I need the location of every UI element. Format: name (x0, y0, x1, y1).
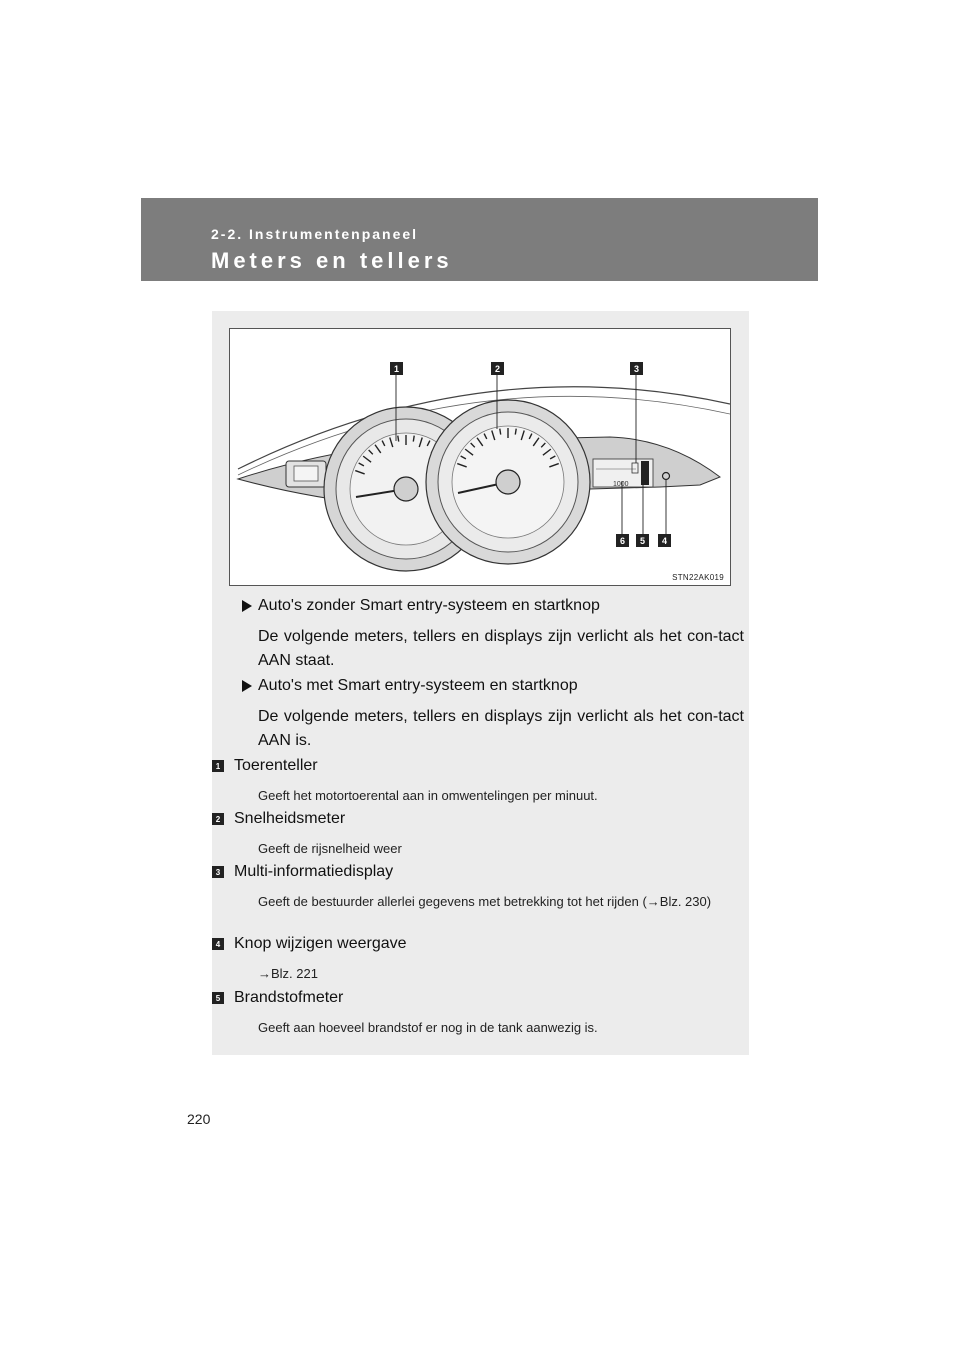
item-number-badge: 4 (212, 938, 224, 950)
item-number-badge: 1 (212, 760, 224, 772)
variant-heading: Auto's zonder Smart entry-systeem en startknop (258, 597, 600, 614)
page-number: 220 (187, 1111, 211, 1127)
figure-code: STN22AK019 (672, 573, 724, 582)
item-title: Brandstofmeter (234, 989, 344, 1006)
item-description: Geeft de rijsnelheid weer (258, 841, 402, 856)
gauge-tick (515, 429, 516, 435)
callout-4: 4 (658, 534, 671, 547)
content-box (212, 311, 749, 1055)
item-title: Toerenteller (234, 757, 318, 774)
item-number-badge: 3 (212, 866, 224, 878)
item-title: Multi-informatiedisplay (234, 863, 394, 880)
triangle-arrow-icon (242, 680, 252, 692)
item-title: Knop wijzigen weergave (234, 935, 407, 952)
gauge-tick (413, 436, 414, 442)
callout-3: 3 (630, 362, 643, 375)
item-description: →Blz. 221 (258, 966, 318, 981)
callout-6: 6 (616, 534, 629, 547)
triangle-arrow-icon (242, 600, 252, 612)
callout-5: 5 (636, 534, 649, 547)
callout-1: 1 (390, 362, 403, 375)
instrument-panel-figure (229, 328, 731, 586)
item-description: Geeft de bestuurder allerlei gegevens met betrekking tot het rijden (→Blz. 230) (258, 894, 712, 909)
section-label: 2-2. Instrumentenpaneel (211, 226, 419, 242)
item-number-badge: 5 (212, 992, 224, 1004)
variant-body: De volgende meters, tellers en displays zijn verlicht als het con-tact AAN staat. (258, 628, 744, 669)
variant-body: De volgende meters, tellers en displays zijn verlicht als het con-tact AAN is. (258, 708, 744, 749)
multi-information-display (593, 459, 653, 488)
instrument-cluster-illustration (230, 329, 731, 586)
gauge-tick (398, 436, 399, 442)
variant-without-smart-entry (242, 597, 744, 673)
item-description: Geeft aan hoeveel brandstof er nog in de tank aanwezig is. (258, 1020, 598, 1035)
speedometer-gauge (426, 400, 590, 564)
variant-heading: Auto's met Smart entry-systeem en startknop (258, 677, 578, 694)
page-title: Meters en tellers (211, 248, 453, 273)
item-description: Geeft het motortoerental aan in omwentelingen per minuut. (258, 788, 598, 803)
svg-text:1000: 1000 (613, 481, 629, 488)
item-number-badge: 2 (212, 813, 224, 825)
callout-2: 2 (491, 362, 504, 375)
gauge-tick (500, 429, 501, 435)
header-band (141, 198, 818, 281)
item-title: Snelheidsmeter (234, 810, 346, 827)
variant-with-smart-entry (242, 677, 744, 753)
